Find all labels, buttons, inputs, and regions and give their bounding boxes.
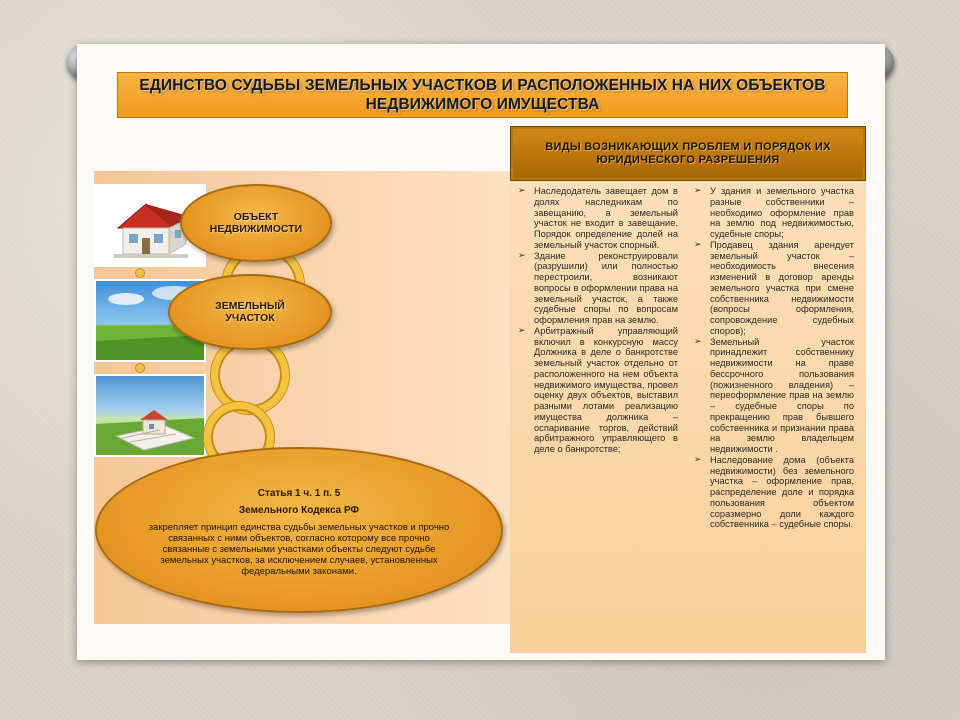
list-item: ➢ Земельный участок принадлежит собственнику недвижимости на праве бессрочного пользования (пожизненного владения) – переоформление прав на землю – судебные споры по прекращению прав бывшего собственника и признании права на землю владельцем недвижимости . — [694, 337, 854, 455]
slide-title-box — [117, 72, 848, 118]
connector-dot — [135, 363, 145, 373]
list-item: ➢ Арбитражный управляющий включил в конкурсную массу Должника в деле о банкротстве земельный участок отдельно от расположенного на нем объекта недвижимого имущества, провел оценку двух объектов, выставил разными лотами реализацию имущества должника – оспаривание торгов, действий арбитражного управляющего в деле о банкротстве; — [518, 326, 678, 455]
article-reference: Статья 1 ч. 1 п. 5 — [257, 487, 341, 499]
oval-real-estate-object — [180, 184, 332, 262]
problems-header-label: ВИДЫ ВОЗНИКАЮЩИХ ПРОБЛЕМ И ПОРЯДОК ИХ ЮРИДИЧЕСКОГО РАЗРЕШЕНИЯ — [545, 140, 831, 166]
list-item: ➢ Здание реконструировали (разрушили) или полностью перестроили, возникают вопросы в оформлении права на земельный участок, а также судебные споры по вопросам оформления прав на землю. — [518, 251, 678, 326]
problems-columns — [510, 181, 866, 653]
oval-land-plot-label: ЗЕМЕЛЬНЫЙ УЧАСТОК — [215, 300, 285, 324]
list-item: ➢ Наследование дома (объекта недвижимости) без земельного участка – оформление прав, распределение доле и порядка пользования объектом соразмерно доли каждого собственника – судебные споры. — [694, 455, 854, 530]
list-item: ➢ Продавец здания арендует земельный участок – необходимость внесения изменений в договор аренды земельного участка при смене собственника недвижимости (вопросы оформления, сопровождение судебных споров); — [694, 240, 854, 337]
oval-real-estate-label: ОБЪЕКТ НЕДВИЖИМОСТИ — [209, 211, 303, 235]
problems-column-left — [518, 186, 678, 653]
oval-land-code-article — [95, 447, 503, 613]
slide-title: ЕДИНСТВО СУДЬБЫ ЗЕМЕЛЬНЫХ УЧАСТКОВ И РАСПОЛОЖЕННЫХ НА НИХ ОБЪЕКТОВ НЕДВИЖИМОГО ИМУЩЕСТВА — [139, 77, 826, 113]
land-house-photo — [94, 374, 206, 457]
code-name: Земельного Кодекса РФ — [238, 504, 360, 516]
article-description: закрепляет принцип единства судьбы земельных участков и прочно связанных с ними объектов, согласно которому все прочно связанные с земельными участками объекты следуют судьбе земельных участков, за исключением случаев, установленных федеральными законами. — [148, 521, 450, 577]
list-item: ➢ У здания и земельного участка разные собственники – необходимо оформление прав на землю под недвижимостью, судебные споры; — [694, 186, 854, 240]
list-item: ➢ Наследодатель завещает дом в долях наследникам по завещанию, а земельный участок не входит в завещание. Порядок определение долей на земельный участок спорный. — [518, 186, 678, 251]
oval-land-plot — [168, 274, 332, 350]
house-on-plan-icon — [96, 376, 204, 455]
problems-header — [510, 126, 866, 181]
connector-dot — [135, 268, 145, 278]
problems-column-right — [694, 186, 854, 653]
